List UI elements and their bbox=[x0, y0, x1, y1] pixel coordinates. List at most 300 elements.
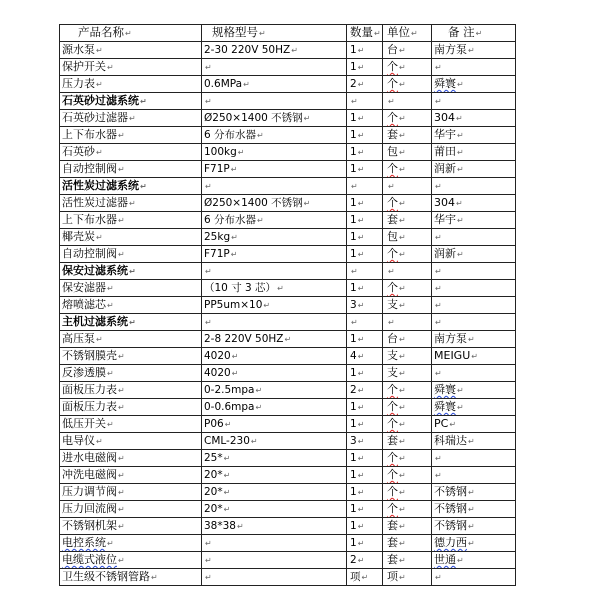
spec-model-cell bbox=[202, 552, 347, 569]
spec-model-cell bbox=[202, 76, 347, 93]
product-name-cell-text: 电控系统 bbox=[62, 536, 106, 549]
product-name-cell bbox=[60, 569, 202, 586]
quantity-cell-text: 4 bbox=[350, 350, 357, 362]
product-name-cell-text: 上下布水器 bbox=[62, 128, 117, 141]
product-name-cell bbox=[60, 416, 202, 433]
header-unit: 单位↵ bbox=[383, 25, 432, 42]
table-row bbox=[60, 382, 516, 399]
paragraph-mark: ↵ bbox=[468, 46, 475, 55]
paragraph-mark: ↵ bbox=[468, 539, 475, 548]
paragraph-mark: ↵ bbox=[237, 148, 245, 157]
remark-cell-text: 华宇 bbox=[434, 128, 456, 141]
unit-cell bbox=[383, 212, 432, 229]
unit-cell-text: 套 bbox=[387, 536, 398, 549]
paragraph-mark: ↵ bbox=[96, 80, 103, 89]
spec-model-cell-text: 20* bbox=[204, 469, 223, 481]
paragraph-mark: ↵ bbox=[399, 335, 406, 344]
paragraph-mark: ↵ bbox=[255, 403, 263, 412]
paragraph-mark: ↵ bbox=[435, 454, 442, 463]
unit-cell bbox=[383, 331, 432, 348]
paragraph-mark: ↵ bbox=[435, 233, 442, 242]
unit-cell bbox=[383, 246, 432, 263]
paragraph-mark: ↵ bbox=[357, 131, 365, 140]
product-name-cell-text: 保护开关 bbox=[62, 60, 106, 73]
spec-model-cell bbox=[202, 127, 347, 144]
paragraph-mark: ↵ bbox=[357, 352, 365, 361]
quantity-cell-text: 2 bbox=[350, 384, 357, 396]
paragraph-mark: ↵ bbox=[118, 403, 125, 412]
paragraph-mark: ↵ bbox=[140, 182, 147, 191]
paragraph-mark: ↵ bbox=[118, 556, 125, 565]
spec-model-cell bbox=[202, 365, 347, 382]
paragraph-mark: ↵ bbox=[449, 420, 457, 429]
product-name-cell bbox=[60, 110, 202, 127]
remark-cell bbox=[432, 518, 516, 535]
quantity-cell bbox=[347, 484, 383, 501]
paragraph-mark: ↵ bbox=[125, 29, 132, 38]
quantity-cell-text: 1 bbox=[350, 197, 357, 209]
remark-cell bbox=[432, 110, 516, 127]
table-row bbox=[60, 297, 516, 314]
paragraph-mark: ↵ bbox=[399, 386, 406, 395]
remark-cell bbox=[432, 467, 516, 484]
spec-model-cell-text: （10 寸 3 芯） bbox=[204, 282, 277, 294]
spec-model-cell-text: P06 bbox=[204, 418, 224, 430]
quantity-cell-text: 1 bbox=[350, 112, 357, 124]
paragraph-mark: ↵ bbox=[205, 318, 212, 327]
paragraph-mark: ↵ bbox=[303, 199, 311, 208]
remark-cell-text: 世通 bbox=[434, 553, 456, 566]
paragraph-mark: ↵ bbox=[257, 131, 264, 140]
paragraph-mark: ↵ bbox=[96, 437, 103, 446]
paragraph-mark: ↵ bbox=[399, 573, 406, 582]
remark-cell-text: 304 bbox=[434, 111, 455, 124]
unit-cell-text: 包 bbox=[387, 145, 398, 158]
unit-cell-text: 支 bbox=[387, 298, 398, 311]
paragraph-mark: ↵ bbox=[357, 556, 365, 565]
product-name-cell-text: 石英砂过滤系统 bbox=[62, 94, 139, 107]
paragraph-mark: ↵ bbox=[357, 403, 365, 412]
paragraph-mark: ↵ bbox=[107, 63, 114, 72]
unit-cell bbox=[383, 144, 432, 161]
unit-cell bbox=[383, 263, 432, 280]
paragraph-mark: ↵ bbox=[118, 250, 125, 259]
quantity-cell-text: 1 bbox=[350, 469, 357, 481]
product-name-cell bbox=[60, 331, 202, 348]
paragraph-mark: ↵ bbox=[468, 522, 475, 531]
paragraph-mark: ↵ bbox=[118, 352, 125, 361]
remark-cell-text: 莆田 bbox=[434, 145, 456, 158]
table-row bbox=[60, 518, 516, 535]
spec-model-cell-text: 0-2.5mpa bbox=[204, 384, 255, 396]
spec-model-cell bbox=[202, 161, 347, 178]
unit-cell bbox=[383, 450, 432, 467]
spec-model-cell-text: 38*38 bbox=[204, 520, 236, 532]
product-name-cell bbox=[60, 518, 202, 535]
paragraph-mark: ↵ bbox=[399, 522, 406, 531]
header-spec-model: 规格型号↵ bbox=[202, 25, 347, 42]
spec-model-cell-text: F71P bbox=[204, 248, 230, 260]
paragraph-mark: ↵ bbox=[151, 573, 158, 582]
spec-model-cell-text: 0-0.6mpa bbox=[204, 401, 255, 413]
product-name-cell bbox=[60, 144, 202, 161]
quantity-cell bbox=[347, 93, 383, 110]
table-row bbox=[60, 552, 516, 569]
remark-cell-text: 不锈钢 bbox=[434, 485, 467, 498]
paragraph-mark: ↵ bbox=[399, 301, 406, 310]
paragraph-mark: ↵ bbox=[140, 97, 147, 106]
unit-cell bbox=[383, 569, 432, 586]
paragraph-mark: ↵ bbox=[399, 403, 406, 412]
unit-cell-text: 个 bbox=[387, 451, 398, 464]
paragraph-mark: ↵ bbox=[257, 216, 264, 225]
paragraph-mark: ↵ bbox=[96, 148, 103, 157]
unit-cell bbox=[383, 127, 432, 144]
table-row bbox=[60, 416, 516, 433]
spec-model-cell bbox=[202, 229, 347, 246]
quantity-cell bbox=[347, 467, 383, 484]
product-name-cell-text: 压力调节阀 bbox=[62, 485, 117, 498]
spec-model-cell-text: 2-30 220V 50HZ bbox=[204, 44, 291, 56]
quantity-cell bbox=[347, 348, 383, 365]
paragraph-mark: ↵ bbox=[435, 301, 442, 310]
remark-cell bbox=[432, 161, 516, 178]
quantity-cell-text: 2 bbox=[350, 554, 357, 566]
product-name-cell bbox=[60, 501, 202, 518]
quantity-cell bbox=[347, 144, 383, 161]
paragraph-mark: ↵ bbox=[435, 63, 442, 72]
quantity-cell bbox=[347, 263, 383, 280]
remark-cell bbox=[432, 59, 516, 76]
remark-cell-text: 润新 bbox=[434, 162, 456, 175]
paragraph-mark: ↵ bbox=[118, 454, 125, 463]
table-row bbox=[60, 229, 516, 246]
quantity-cell-text: 1 bbox=[350, 401, 357, 413]
paragraph-mark: ↵ bbox=[435, 182, 442, 191]
remark-cell bbox=[432, 280, 516, 297]
spec-model-cell bbox=[202, 93, 347, 110]
unit-cell-text: 套 bbox=[387, 434, 398, 447]
product-name-cell bbox=[60, 399, 202, 416]
unit-cell-text: 台 bbox=[387, 332, 398, 345]
unit-cell-text: 套 bbox=[387, 213, 398, 226]
product-name-cell-text: 不锈钢机架 bbox=[62, 519, 117, 532]
quantity-cell bbox=[347, 297, 383, 314]
table-row bbox=[60, 535, 516, 552]
quantity-cell-text: 1 bbox=[350, 418, 357, 430]
spec-model-cell bbox=[202, 297, 347, 314]
remark-cell bbox=[432, 195, 516, 212]
quantity-cell bbox=[347, 229, 383, 246]
product-name-cell-text: 源水泵 bbox=[62, 43, 95, 56]
paragraph-mark: ↵ bbox=[118, 216, 125, 225]
table-row bbox=[60, 144, 516, 161]
paragraph-mark: ↵ bbox=[223, 454, 231, 463]
paragraph-mark: ↵ bbox=[388, 182, 395, 191]
paragraph-mark: ↵ bbox=[435, 267, 442, 276]
spec-model-cell bbox=[202, 416, 347, 433]
header-product-name: 产品名称↵ bbox=[60, 25, 202, 42]
paragraph-mark: ↵ bbox=[118, 505, 125, 514]
paragraph-mark: ↵ bbox=[205, 267, 212, 276]
unit-cell-text: 支 bbox=[387, 349, 398, 362]
product-name-cell-text: 进水电磁阀 bbox=[62, 451, 117, 464]
paragraph-mark: ↵ bbox=[457, 556, 464, 565]
product-name-cell-text: 自动控制阀 bbox=[62, 247, 117, 260]
table-row bbox=[60, 433, 516, 450]
spec-model-cell bbox=[202, 314, 347, 331]
product-name-cell bbox=[60, 382, 202, 399]
product-name-cell-text: 椰壳炭 bbox=[62, 230, 95, 243]
spec-model-cell bbox=[202, 110, 347, 127]
unit-cell bbox=[383, 161, 432, 178]
paragraph-mark: ↵ bbox=[357, 420, 365, 429]
quantity-cell bbox=[347, 246, 383, 263]
paragraph-mark: ↵ bbox=[399, 437, 406, 446]
product-spec-table bbox=[59, 24, 516, 586]
product-name-cell-text: 保安滤器 bbox=[62, 281, 106, 294]
quantity-cell-text: 1 bbox=[350, 146, 357, 158]
spec-model-cell bbox=[202, 467, 347, 484]
paragraph-mark: ↵ bbox=[399, 556, 406, 565]
quantity-cell-text: 1 bbox=[350, 163, 357, 175]
remark-cell-text: 不锈钢 bbox=[434, 502, 467, 515]
remark-cell bbox=[432, 535, 516, 552]
product-name-cell-text: 活性炭过滤系统 bbox=[62, 179, 139, 192]
remark-cell bbox=[432, 399, 516, 416]
paragraph-mark: ↵ bbox=[468, 335, 475, 344]
remark-cell bbox=[432, 263, 516, 280]
quantity-cell-text: 1 bbox=[350, 231, 357, 243]
product-name-cell bbox=[60, 297, 202, 314]
paragraph-mark: ↵ bbox=[357, 539, 365, 548]
paragraph-mark: ↵ bbox=[291, 46, 298, 55]
quantity-cell-text: 1 bbox=[350, 520, 357, 532]
paragraph-mark: ↵ bbox=[118, 165, 125, 174]
spec-model-cell-text: 25kg bbox=[204, 231, 231, 243]
quantity-cell-text: 1 bbox=[350, 537, 357, 549]
paragraph-mark: ↵ bbox=[399, 471, 406, 480]
spec-model-cell-text: 20* bbox=[204, 486, 223, 498]
paragraph-mark: ↵ bbox=[399, 539, 406, 548]
unit-cell-text: 包 bbox=[387, 230, 398, 243]
quantity-cell bbox=[347, 127, 383, 144]
paragraph-mark: ↵ bbox=[457, 386, 464, 395]
remark-cell bbox=[432, 450, 516, 467]
unit-cell bbox=[383, 467, 432, 484]
remark-cell bbox=[432, 93, 516, 110]
unit-cell bbox=[383, 552, 432, 569]
spec-model-cell bbox=[202, 263, 347, 280]
product-name-cell bbox=[60, 467, 202, 484]
product-name-cell bbox=[60, 161, 202, 178]
paragraph-mark: ↵ bbox=[129, 114, 136, 123]
product-name-cell bbox=[60, 42, 202, 59]
unit-cell bbox=[383, 76, 432, 93]
spec-model-cell-text: 100kg bbox=[204, 146, 237, 158]
spec-model-cell bbox=[202, 399, 347, 416]
spec-model-cell bbox=[202, 212, 347, 229]
document-page bbox=[59, 24, 516, 586]
paragraph-mark: ↵ bbox=[468, 488, 475, 497]
product-name-cell-text: 压力回流阀 bbox=[62, 502, 117, 515]
unit-cell-text: 套 bbox=[387, 519, 398, 532]
paragraph-mark: ↵ bbox=[399, 454, 406, 463]
paragraph-mark: ↵ bbox=[243, 80, 250, 89]
remark-cell bbox=[432, 382, 516, 399]
paragraph-mark: ↵ bbox=[230, 165, 238, 174]
quantity-cell bbox=[347, 501, 383, 518]
paragraph-mark: ↵ bbox=[435, 573, 442, 582]
paragraph-mark: ↵ bbox=[357, 437, 365, 446]
paragraph-mark: ↵ bbox=[357, 148, 365, 157]
table-row bbox=[60, 161, 516, 178]
unit-cell bbox=[383, 280, 432, 297]
paragraph-mark: ↵ bbox=[457, 148, 464, 157]
paragraph-mark: ↵ bbox=[456, 199, 463, 208]
paragraph-mark: ↵ bbox=[456, 114, 463, 123]
unit-cell bbox=[383, 484, 432, 501]
quantity-cell-text: 1 bbox=[350, 486, 357, 498]
table-row bbox=[60, 348, 516, 365]
product-name-cell-text: 面板压力表 bbox=[62, 400, 117, 413]
quantity-cell-text: 1 bbox=[350, 367, 357, 379]
unit-cell-text: 个 bbox=[387, 196, 398, 209]
unit-cell-text: 个 bbox=[387, 162, 398, 175]
paragraph-mark: ↵ bbox=[457, 216, 464, 225]
paragraph-mark: ↵ bbox=[399, 352, 406, 361]
paragraph-mark: ↵ bbox=[223, 505, 231, 514]
product-name-cell-text: 压力表 bbox=[62, 77, 95, 90]
paragraph-mark: ↵ bbox=[475, 29, 483, 38]
product-name-cell bbox=[60, 348, 202, 365]
unit-cell-text: 个 bbox=[387, 502, 398, 515]
product-name-cell bbox=[60, 365, 202, 382]
spec-model-cell bbox=[202, 178, 347, 195]
quantity-cell-text: 1 bbox=[350, 61, 357, 73]
product-name-cell-text: 主机过滤系统 bbox=[62, 315, 128, 328]
paragraph-mark: ↵ bbox=[435, 369, 442, 378]
quantity-cell bbox=[347, 433, 383, 450]
remark-cell-text: 科瑞达 bbox=[434, 434, 467, 447]
remark-cell bbox=[432, 297, 516, 314]
table-row bbox=[60, 450, 516, 467]
remark-cell-text: PC bbox=[434, 417, 449, 430]
quantity-cell bbox=[347, 76, 383, 93]
remark-cell-text: 304 bbox=[434, 196, 455, 209]
remark-cell-text: 舜寰 bbox=[434, 400, 456, 413]
spec-model-cell-text: 6 分布水器 bbox=[204, 129, 257, 141]
product-name-cell-text: 冲洗电磁阀 bbox=[62, 468, 117, 481]
remark-cell-text: 德力西 bbox=[434, 536, 467, 549]
paragraph-mark: ↵ bbox=[357, 165, 365, 174]
quantity-cell bbox=[347, 161, 383, 178]
remark-cell bbox=[432, 144, 516, 161]
quantity-cell bbox=[347, 399, 383, 416]
spec-model-cell-text: F71P bbox=[204, 163, 230, 175]
paragraph-mark: ↵ bbox=[118, 386, 125, 395]
paragraph-mark: ↵ bbox=[118, 488, 125, 497]
spec-model-cell-text: 6 分布水器 bbox=[204, 214, 257, 226]
unit-cell-text: 支 bbox=[387, 366, 398, 379]
unit-cell bbox=[383, 42, 432, 59]
remark-cell-text: 润新 bbox=[434, 247, 456, 260]
table-row bbox=[60, 399, 516, 416]
unit-cell-text: 台 bbox=[387, 43, 398, 56]
paragraph-mark: ↵ bbox=[230, 250, 238, 259]
table-row bbox=[60, 467, 516, 484]
quantity-cell-text: 1 bbox=[350, 214, 357, 226]
remark-cell bbox=[432, 76, 516, 93]
paragraph-mark: ↵ bbox=[399, 233, 406, 242]
quantity-cell bbox=[347, 365, 383, 382]
table-row bbox=[60, 42, 516, 59]
table-row bbox=[60, 246, 516, 263]
paragraph-mark: ↵ bbox=[399, 216, 406, 225]
quantity-cell bbox=[347, 110, 383, 127]
remark-cell bbox=[432, 178, 516, 195]
product-name-cell bbox=[60, 127, 202, 144]
spec-model-cell bbox=[202, 501, 347, 518]
table-row bbox=[60, 212, 516, 229]
paragraph-mark: ↵ bbox=[255, 386, 263, 395]
unit-cell-text: 个 bbox=[387, 485, 398, 498]
product-name-cell-text: 保安过滤系统 bbox=[62, 264, 128, 277]
product-name-cell-text: 低压开关 bbox=[62, 417, 106, 430]
paragraph-mark: ↵ bbox=[357, 46, 365, 55]
paragraph-mark: ↵ bbox=[399, 63, 406, 72]
remark-cell bbox=[432, 348, 516, 365]
paragraph-mark: ↵ bbox=[388, 97, 395, 106]
product-name-cell-text: 石英砂过滤器 bbox=[62, 111, 128, 124]
remark-cell bbox=[432, 246, 516, 263]
product-name-cell-text: 卫生级不锈钢管路 bbox=[62, 570, 150, 583]
paragraph-mark: ↵ bbox=[457, 165, 464, 174]
quantity-cell bbox=[347, 331, 383, 348]
quantity-cell bbox=[347, 178, 383, 195]
paragraph-mark: ↵ bbox=[351, 318, 358, 327]
product-name-cell bbox=[60, 535, 202, 552]
table-row bbox=[60, 331, 516, 348]
paragraph-mark: ↵ bbox=[357, 216, 365, 225]
unit-cell bbox=[383, 229, 432, 246]
paragraph-mark: ↵ bbox=[129, 318, 136, 327]
paragraph-mark: ↵ bbox=[224, 420, 232, 429]
remark-cell-text: 南方泵 bbox=[434, 43, 467, 56]
unit-cell bbox=[383, 416, 432, 433]
unit-cell-text: 个 bbox=[387, 247, 398, 260]
paragraph-mark: ↵ bbox=[107, 301, 114, 310]
spec-model-cell bbox=[202, 518, 347, 535]
spec-model-cell bbox=[202, 331, 347, 348]
product-name-cell bbox=[60, 246, 202, 263]
paragraph-mark: ↵ bbox=[468, 505, 475, 514]
quantity-cell-text: 1 bbox=[350, 452, 357, 464]
paragraph-mark: ↵ bbox=[435, 97, 442, 106]
paragraph-mark: ↵ bbox=[263, 301, 271, 310]
unit-cell bbox=[383, 365, 432, 382]
table-row bbox=[60, 195, 516, 212]
paragraph-mark: ↵ bbox=[399, 46, 406, 55]
paragraph-mark: ↵ bbox=[250, 437, 258, 446]
quantity-cell-text: 1 bbox=[350, 248, 357, 260]
product-name-cell-text: 面板压力表 bbox=[62, 383, 117, 396]
spec-model-cell bbox=[202, 42, 347, 59]
paragraph-mark: ↵ bbox=[205, 573, 212, 582]
paragraph-mark: ↵ bbox=[107, 539, 114, 548]
unit-cell bbox=[383, 399, 432, 416]
remark-cell-text: 舜寰 bbox=[434, 77, 456, 90]
